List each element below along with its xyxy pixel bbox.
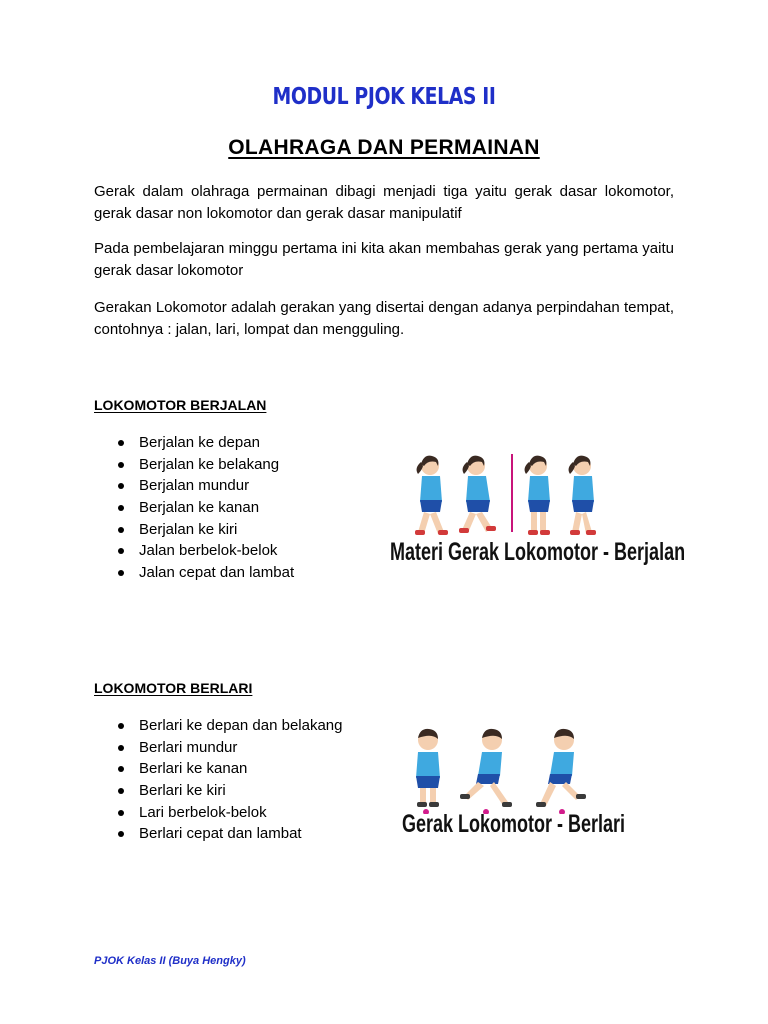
list-item: Berlari mundur	[118, 737, 342, 759]
list-item: Berjalan ke belakang	[118, 454, 294, 476]
page-footer: PJOK Kelas II (Buya Hengky)	[94, 955, 246, 967]
walking-illustration-caption: Materi Gerak Lokomotor - Berjalan	[390, 538, 686, 566]
list-item: Berjalan ke kiri	[118, 519, 294, 541]
girls-walking-icon	[396, 448, 636, 540]
list-item: Berjalan mundur	[118, 475, 294, 497]
list-item: Berlari ke kiri	[118, 780, 342, 802]
section-heading-berlari: LOKOMOTOR BERLARI	[94, 680, 253, 696]
running-illustration-caption: Gerak Lokomotor - Berlari	[402, 810, 626, 838]
section-heading-berjalan: LOKOMOTOR BERJALAN	[94, 397, 267, 413]
intro-paragraph: Gerak dalam olahraga permainan dibagi menjadi tiga yaitu gerak dasar lokomotor, gerak dasar non lokomotor dan gerak dasar manipulatif	[94, 183, 674, 222]
list-item: Lari berbelok-belok	[118, 802, 342, 824]
walking-list	[118, 432, 294, 584]
list-item: Berlari cepat dan lambat	[118, 823, 342, 845]
week-paragraph: Pada pembelajaran minggu pertama ini kita akan membahas gerak yang pertama yaitu gerak dasar lokomotor	[94, 240, 674, 279]
running-list	[118, 715, 342, 845]
list-item: Berlari ke kanan	[118, 758, 342, 780]
list-item: Berjalan ke kanan	[118, 497, 294, 519]
boys-running-icon	[404, 722, 614, 814]
walking-illustration	[390, 448, 686, 578]
list-item: Berlari ke depan dan belakang	[118, 715, 342, 737]
list-item: Jalan cepat dan lambat	[118, 562, 294, 584]
running-illustration	[402, 722, 626, 842]
document-title: MODUL PJOK KELAS II	[272, 84, 496, 110]
definition-paragraph: Gerakan Lokomotor adalah gerakan yang disertai dengan adanya perpindahan tempat, contohnya : jalan, lari, lompat dan mengguling.	[94, 299, 674, 338]
list-item: Berjalan ke depan	[118, 432, 294, 454]
document-subtitle: OLAHRAGA DAN PERMAINAN	[228, 136, 540, 159]
list-item: Jalan berbelok-belok	[118, 540, 294, 562]
